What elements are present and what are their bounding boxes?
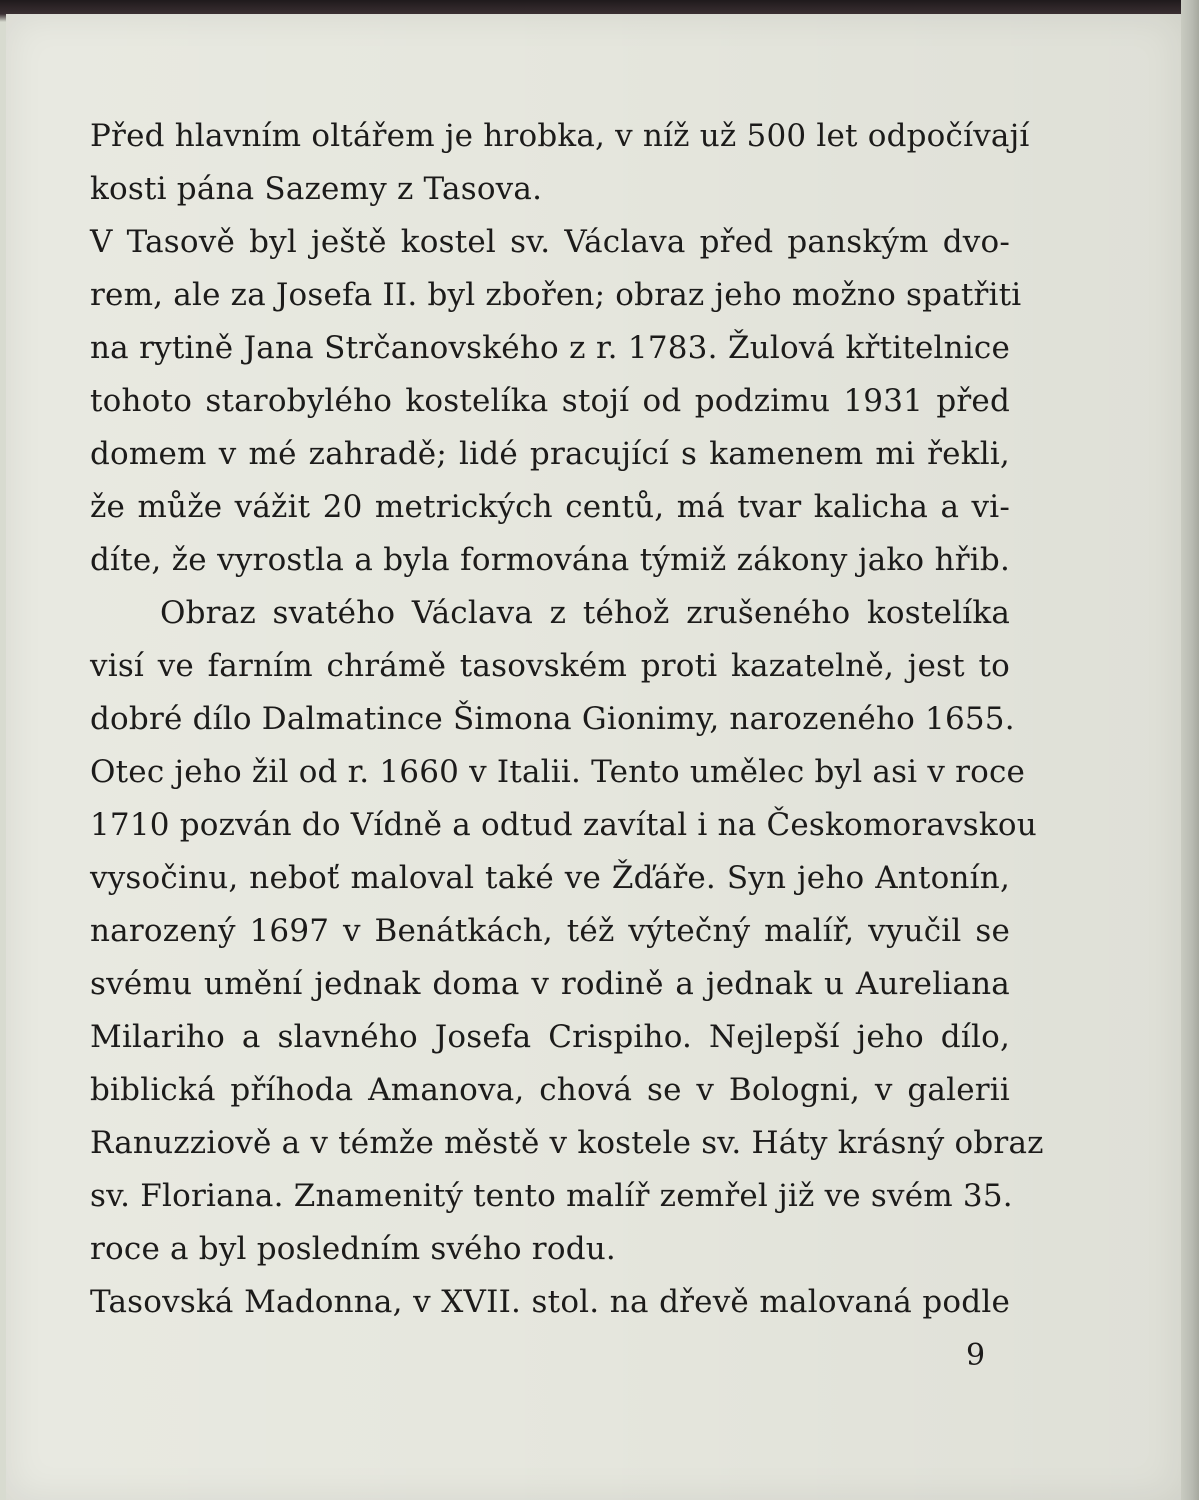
text-line: domem v mé zahradě; lidé pracující s kamenem mi řekli, xyxy=(90,436,1010,472)
text-line: vysočinu, neboť maloval také ve Žďáře. Syn jeho Antonín, xyxy=(90,860,1010,896)
page-edge xyxy=(1181,0,1199,1500)
text-line: svému umění jednak doma v rodině a jednak u Aureliana xyxy=(90,966,1010,1002)
text-line: rem, ale za Josefa II. byl zbořen; obraz jeho možno spatřiti xyxy=(90,277,1022,313)
text-line: že může vážit 20 metrických centů, má tvar kalicha a vi- xyxy=(90,489,1010,525)
text-line: dobré dílo Dalmatince Šimona Gionimy, narozeného 1655. xyxy=(90,701,1015,737)
text-line: sv. Floriana. Znamenitý tento malíř zemřel již ve svém 35. xyxy=(90,1178,1013,1214)
text-line: Obraz svatého Václava z téhož zrušeného kostelíka xyxy=(160,595,1010,631)
page-number: 9 xyxy=(966,1338,986,1373)
text-line: Tasovská Madonna, v XVII. stol. na dřevě malovaná podle xyxy=(90,1284,1010,1320)
text-line: narozený 1697 v Benátkách, též výtečný malíř, vyučil se xyxy=(90,913,1010,949)
text-line: tohoto starobylého kostelíka stojí od podzimu 1931 před xyxy=(90,383,1010,419)
text-line: Před hlavním oltářem je hrobka, v níž už 500 let odpočívají xyxy=(90,118,1030,154)
body-text xyxy=(90,110,1044,1329)
text-line: 1710 pozván do Vídně a odtud zavítal i na Českomoravskou xyxy=(90,807,1037,843)
text-line: V Tasově byl ještě kostel sv. Václava před panským dvo- xyxy=(90,224,1010,260)
text-line: biblická příhoda Amanova, chová se v Bologni, v galerii xyxy=(90,1072,1010,1108)
text-line: Ranuzziově a v témže městě v kostele sv. Háty krásný obraz xyxy=(90,1125,1044,1161)
text-line: na rytině Jana Strčanovského z r. 1783. Žulová křtitelnice xyxy=(90,330,1010,366)
text-line: Milariho a slavného Josefa Crispiho. Nejlepší jeho dílo, xyxy=(90,1019,1010,1055)
text-line: kosti pána Sazemy z Tasova. xyxy=(90,171,543,207)
text-line: Otec jeho žil od r. 1660 v Italii. Tento umělec byl asi v roce xyxy=(90,754,1026,790)
text-line: roce a byl posledním svého rodu. xyxy=(90,1231,616,1267)
text-line: díte, že vyrostla a byla formována týmiž zákony jako hřib. xyxy=(90,542,1010,578)
text-line: visí ve farním chrámě tasovském proti kazatelně, jest to xyxy=(90,648,1010,684)
